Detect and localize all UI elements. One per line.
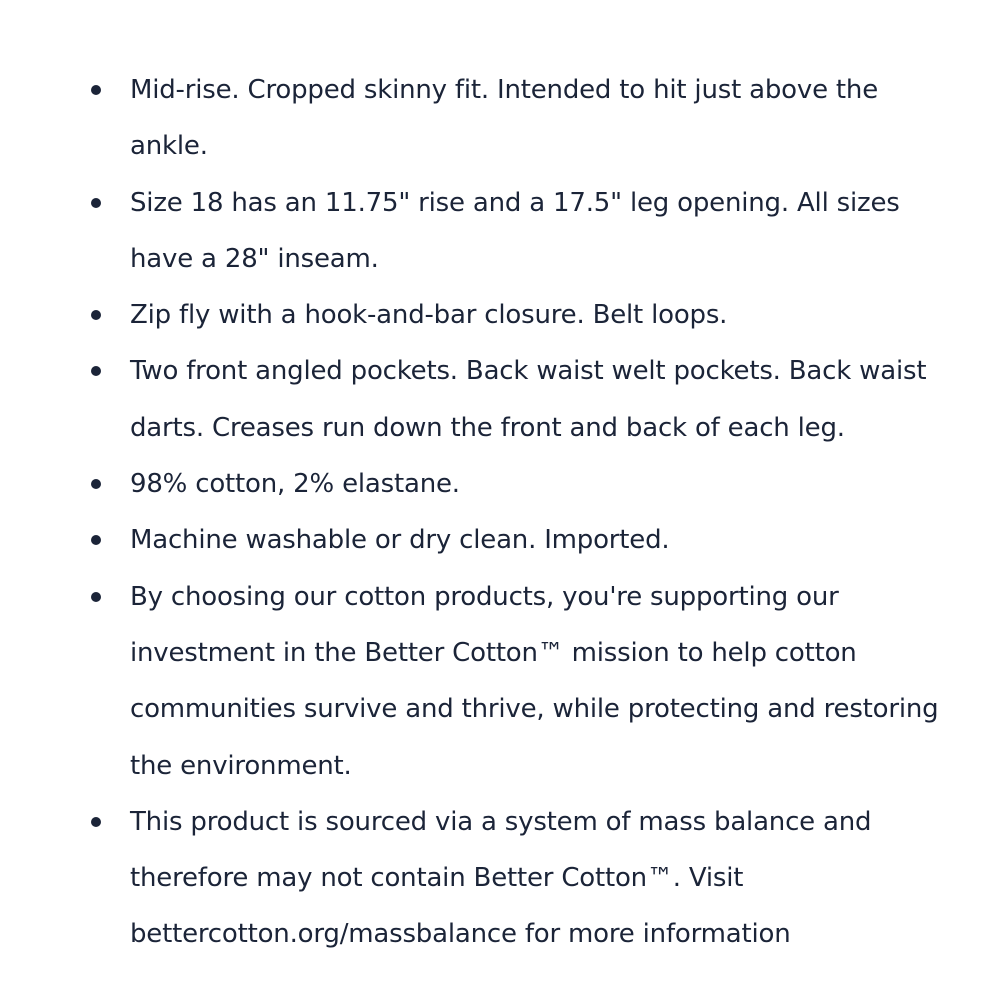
detail-item-better-cotton: By choosing our cotton products, you're supporting our investment in the Better Cotton™ mission to help cotton communities survive and thrive, while protecting and restoring the environment. bbox=[0, 569, 1000, 794]
detail-item-care: Machine washable or dry clean. Imported. bbox=[0, 512, 1000, 568]
detail-item-mass-balance: This product is sourced via a system of mass balance and therefore may not contain Better Cotton™. Visit bettercotton.org/massbalance for more information bbox=[0, 794, 1000, 963]
product-details-list bbox=[0, 62, 1000, 963]
detail-item-closure: Zip fly with a hook-and-bar closure. Belt loops. bbox=[0, 287, 1000, 343]
detail-item-fit: Mid-rise. Cropped skinny fit. Intended to hit just above the ankle. bbox=[0, 62, 1000, 175]
detail-item-fabric: 98% cotton, 2% elastane. bbox=[0, 456, 1000, 512]
detail-item-size: Size 18 has an 11.75" rise and a 17.5" leg opening. All sizes have a 28" inseam. bbox=[0, 175, 1000, 288]
detail-item-pockets: Two front angled pockets. Back waist welt pockets. Back waist darts. Creases run down the front and back of each leg. bbox=[0, 343, 1000, 456]
